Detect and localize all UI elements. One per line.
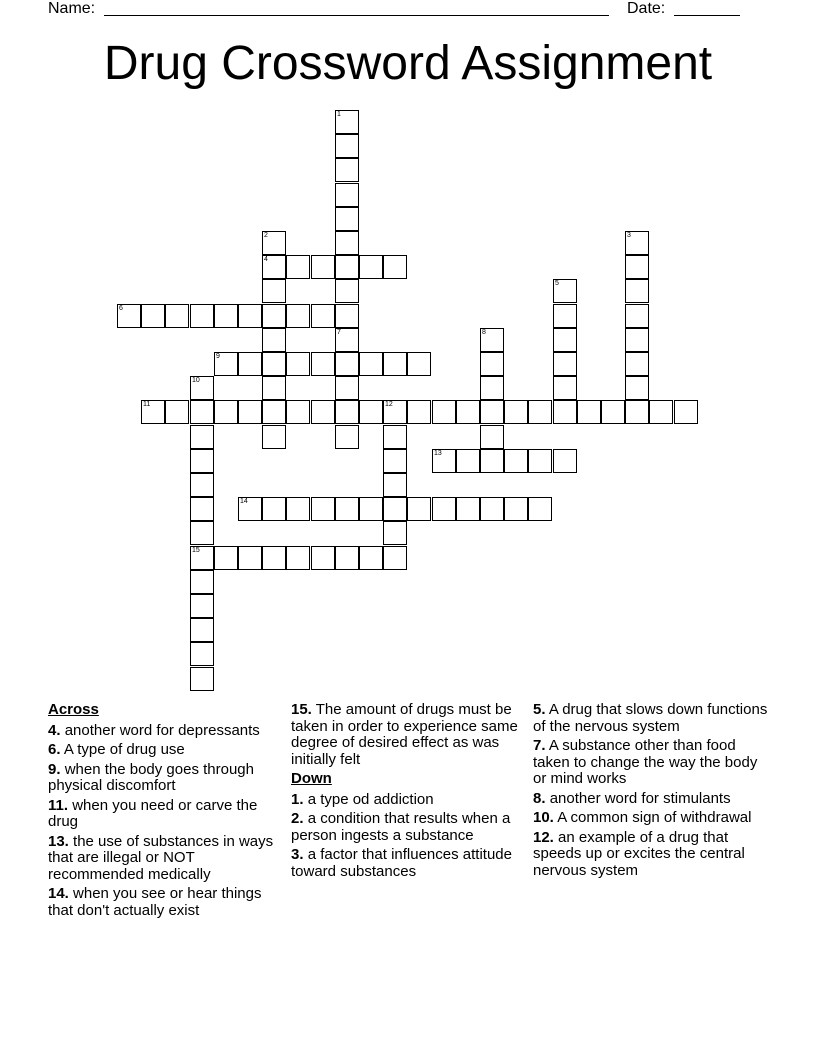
across-heading: Across (48, 701, 99, 718)
cell-number: 15 (192, 547, 200, 554)
grid-cell[interactable] (262, 328, 286, 352)
grid-cell[interactable] (359, 497, 383, 521)
grid-cell[interactable] (262, 352, 286, 376)
cell-number: 13 (434, 450, 442, 457)
grid-cell[interactable] (262, 231, 286, 255)
grid-cell[interactable] (190, 376, 214, 400)
grid-cell[interactable] (480, 400, 504, 424)
cell-number: 2 (264, 232, 268, 239)
grid-cell[interactable] (649, 400, 673, 424)
grid-cell[interactable] (335, 400, 359, 424)
grid-cell[interactable] (262, 255, 286, 279)
grid-cell[interactable] (553, 328, 577, 352)
grid-cell[interactable] (262, 279, 286, 303)
clue-down-1: 1. a type od addiction (291, 790, 434, 808)
grid-cell[interactable] (165, 400, 189, 424)
grid-cell[interactable] (262, 400, 286, 424)
grid-cell[interactable] (214, 304, 238, 328)
grid-cell[interactable] (601, 400, 625, 424)
grid-cell[interactable] (286, 546, 310, 570)
clue-across-4: 4. another word for depressants (48, 721, 260, 739)
grid-cell[interactable] (383, 521, 407, 545)
date-label: Date: (627, 0, 666, 17)
grid-cell[interactable] (262, 304, 286, 328)
grid-cell[interactable] (117, 304, 141, 328)
grid-cell[interactable] (190, 570, 214, 594)
grid-cell[interactable] (262, 546, 286, 570)
grid-cell[interactable] (311, 400, 335, 424)
clue-across-11: 11. when you need or carve the drug (48, 796, 258, 830)
grid-cell[interactable] (335, 279, 359, 303)
grid-cell[interactable] (553, 376, 577, 400)
grid-cell[interactable] (504, 497, 528, 521)
grid-cell[interactable] (190, 425, 214, 449)
grid-cell[interactable] (577, 400, 601, 424)
clue-across-15: 15. The amount of drugs must be taken in order to experience same degree of desired effect as was initially felt (291, 701, 518, 768)
grid-cell[interactable] (674, 400, 698, 424)
cell-number: 4 (264, 256, 268, 263)
grid-cell[interactable] (553, 400, 577, 424)
grid-cell[interactable] (238, 546, 262, 570)
grid-cell[interactable] (456, 400, 480, 424)
grid-cell[interactable] (286, 400, 310, 424)
grid-cell[interactable] (311, 255, 335, 279)
grid-cell[interactable] (553, 449, 577, 473)
clue-across-9: 9. when the body goes through physical discomfort (48, 760, 254, 794)
grid-cell[interactable] (456, 449, 480, 473)
clue-down-8: 8. another word for stimulants (533, 789, 731, 807)
grid-cell[interactable] (190, 304, 214, 328)
grid-cell[interactable] (432, 497, 456, 521)
clues-column-1 (48, 702, 280, 922)
cell-number: 9 (216, 353, 220, 360)
grid-cell[interactable] (238, 352, 262, 376)
grid-cell[interactable] (407, 352, 431, 376)
grid-cell[interactable] (238, 497, 262, 521)
grid-cell[interactable] (359, 255, 383, 279)
grid-cell[interactable] (335, 110, 359, 134)
grid-cell[interactable] (335, 328, 359, 352)
grid-cell[interactable] (262, 376, 286, 400)
grid-cell[interactable] (528, 449, 552, 473)
name-label: Name: (48, 0, 96, 17)
grid-cell[interactable] (335, 207, 359, 231)
clue-down-12: 12. an example of a drug that speeds up or excites the central nervous system (533, 828, 745, 879)
cell-number: 3 (627, 232, 631, 239)
grid-cell[interactable] (262, 497, 286, 521)
grid-cell[interactable] (553, 352, 577, 376)
grid-cell[interactable] (311, 352, 335, 376)
grid-cell[interactable] (504, 449, 528, 473)
grid-cell[interactable] (359, 352, 383, 376)
grid-cell[interactable] (480, 497, 504, 521)
cell-number: 12 (385, 401, 393, 408)
grid-cell[interactable] (190, 521, 214, 545)
grid-cell[interactable] (335, 134, 359, 158)
grid-cell[interactable] (625, 400, 649, 424)
grid-cell[interactable] (625, 255, 649, 279)
grid-cell[interactable] (625, 279, 649, 303)
grid-cell[interactable] (335, 352, 359, 376)
grid-cell[interactable] (383, 546, 407, 570)
grid-cell[interactable] (432, 400, 456, 424)
grid-cell[interactable] (335, 376, 359, 400)
grid-cell[interactable] (190, 400, 214, 424)
cell-number: 6 (119, 305, 123, 312)
grid-cell[interactable] (214, 400, 238, 424)
grid-cell[interactable] (190, 594, 214, 618)
grid-cell[interactable] (335, 183, 359, 207)
grid-cell[interactable] (335, 425, 359, 449)
grid-cell[interactable] (383, 473, 407, 497)
grid-cell[interactable] (625, 352, 649, 376)
grid-cell[interactable] (190, 667, 214, 691)
grid-cell[interactable] (141, 400, 165, 424)
grid-cell[interactable] (335, 255, 359, 279)
grid-cell[interactable] (407, 400, 431, 424)
grid-cell[interactable] (335, 546, 359, 570)
clue-down-7: 7. A substance other than food taken to change the way the body or mind works (533, 737, 758, 787)
cell-number: 10 (192, 377, 200, 384)
clue-down-2: 2. a condition that results when a person ingests a substance (291, 810, 511, 844)
grid-cell[interactable] (528, 400, 552, 424)
grid-cell[interactable] (286, 255, 310, 279)
grid-cell[interactable] (214, 352, 238, 376)
clue-down-3: 3. a factor that influences attitude toward substances (291, 846, 512, 880)
grid-cell[interactable] (335, 497, 359, 521)
grid-cell[interactable] (383, 352, 407, 376)
grid-cell[interactable] (190, 473, 214, 497)
grid-cell[interactable] (528, 497, 552, 521)
grid-cell[interactable] (286, 352, 310, 376)
grid-cell[interactable] (480, 352, 504, 376)
clue-across-14: 14. when you see or hear things that don't actually exist (48, 885, 262, 919)
cell-number: 11 (143, 401, 151, 408)
down-heading: Down (291, 770, 332, 787)
clue-down-5: 5. A drug that slows down functions of the nervous system (533, 701, 768, 735)
grid-cell[interactable] (383, 400, 407, 424)
cell-number: 14 (240, 498, 248, 505)
clue-across-13: 13. the use of substances in ways that are illegal or NOT recommended medically (48, 832, 274, 883)
grid-cell[interactable] (504, 400, 528, 424)
grid-cell[interactable] (286, 304, 310, 328)
grid-cell[interactable] (456, 497, 480, 521)
grid-cell[interactable] (625, 376, 649, 400)
clues-column-3 (533, 702, 768, 882)
grid-cell[interactable] (480, 449, 504, 473)
grid-cell[interactable] (214, 546, 238, 570)
grid-cell[interactable] (262, 425, 286, 449)
grid-cell[interactable] (383, 449, 407, 473)
grid-cell[interactable] (311, 304, 335, 328)
grid-cell[interactable] (190, 618, 214, 642)
grid-cell[interactable] (480, 376, 504, 400)
grid-cell[interactable] (286, 497, 310, 521)
grid-cell[interactable] (480, 425, 504, 449)
grid-cell[interactable] (383, 497, 407, 521)
grid-cell[interactable] (383, 255, 407, 279)
cell-number: 7 (337, 329, 341, 336)
grid-cell[interactable] (335, 304, 359, 328)
grid-cell[interactable] (625, 328, 649, 352)
grid-cell[interactable] (383, 425, 407, 449)
grid-cell[interactable] (359, 546, 383, 570)
grid-cell[interactable] (311, 546, 335, 570)
grid-cell[interactable] (553, 279, 577, 303)
grid-cell[interactable] (407, 497, 431, 521)
grid-cell[interactable] (480, 328, 504, 352)
grid-cell[interactable] (190, 497, 214, 521)
grid-cell[interactable] (165, 304, 189, 328)
grid-cell[interactable] (625, 304, 649, 328)
grid-cell[interactable] (359, 400, 383, 424)
grid-cell[interactable] (335, 231, 359, 255)
grid-cell[interactable] (432, 449, 456, 473)
clue-across-6: 6. A type of drug use (48, 741, 185, 758)
cell-number: 8 (482, 329, 486, 336)
grid-cell[interactable] (190, 449, 214, 473)
cell-number: 5 (555, 280, 559, 287)
grid-cell[interactable] (238, 304, 262, 328)
page-title: Drug Crossword Assignment (103, 37, 713, 90)
clue-down-10: 10. A common sign of withdrawal (533, 809, 752, 826)
grid-cell[interactable] (238, 400, 262, 424)
grid-cell[interactable] (311, 497, 335, 521)
cell-number: 1 (337, 111, 341, 118)
grid-cell[interactable] (335, 158, 359, 182)
grid-cell[interactable] (141, 304, 165, 328)
clues-column-2 (291, 702, 523, 883)
grid-cell[interactable] (190, 642, 214, 666)
grid-cell[interactable] (625, 231, 649, 255)
grid-cell[interactable] (553, 304, 577, 328)
grid-cell[interactable] (190, 546, 214, 570)
